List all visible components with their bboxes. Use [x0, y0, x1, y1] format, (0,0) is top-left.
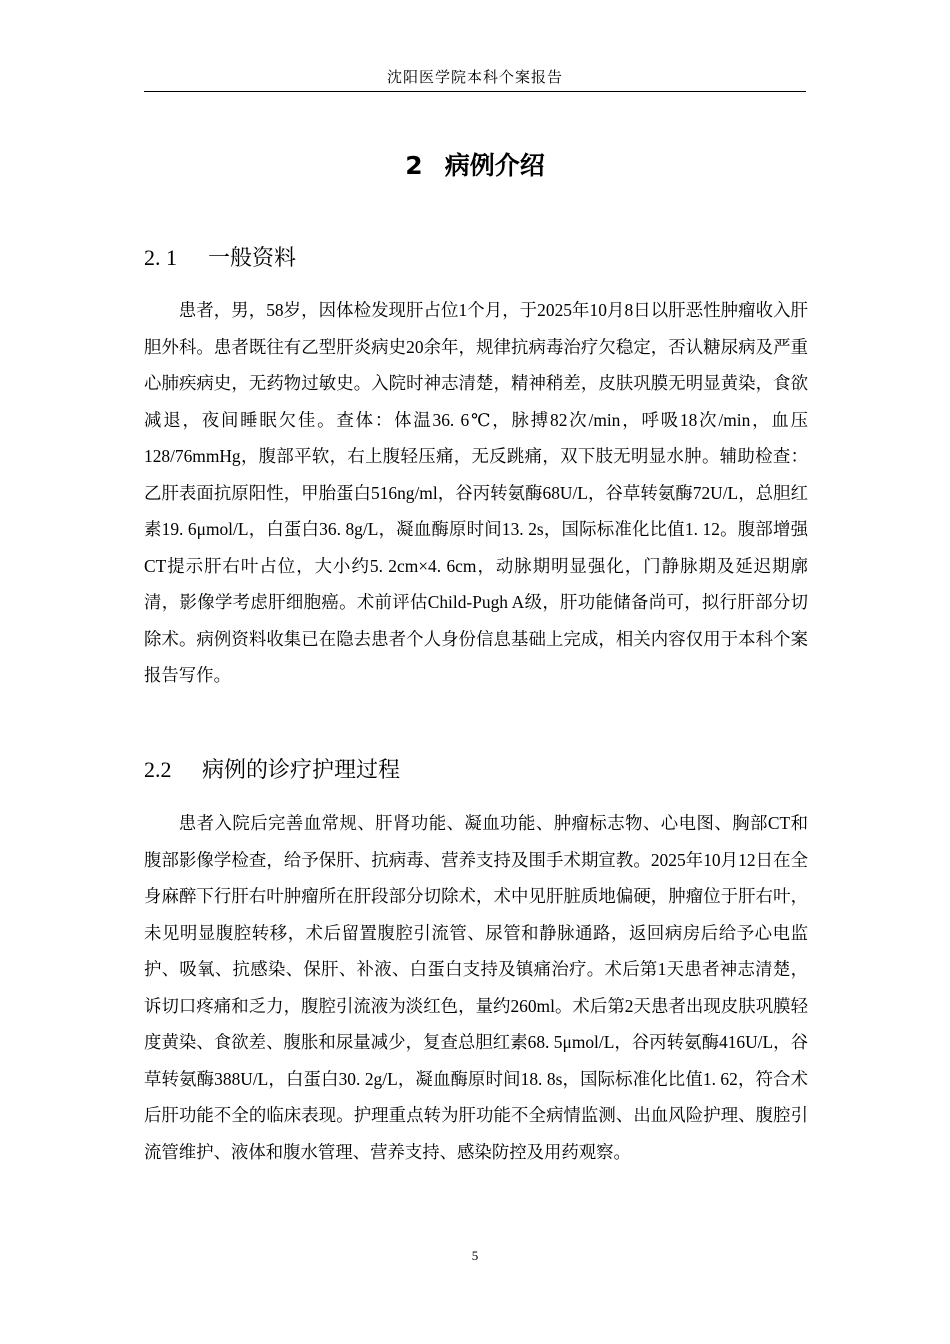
section-title: 病例的诊疗护理过程	[202, 758, 401, 783]
page-number: 5	[471, 1248, 479, 1263]
chapter-title: 病例介绍	[444, 151, 545, 180]
paragraph-general-info: 患者，男，58岁，因体检发现肝占位1个月，于2025年10月8日以肝恶性肿瘤收入肝胆外科。患者既往有乙型肝炎病史20余年，规律抗病毒治疗欠稳定，否认糖尿病及严重心肺疾病史，无药物过敏史。入院时神志清楚，精神稍差，皮肤巩膜无明显黄染，食欲减退，夜间睡眠欠佳。查体：体温36. 6℃，脉搏82次/min，呼吸18次/min，血压128/76mmHg，腹部平软，右上腹轻压痛，无反跳痛，双下肢无明显水肿。辅助检查：乙肝表面抗原阳性，甲胎蛋白516ng/ml，谷丙转氨酶68U/L，谷草转氨酶72U/L，总胆红素19. 6μmol/L，白蛋白36. 8g/L，凝血酶原时间13. 2s，国际标准化比值1. 12。腹部增强CT提示肝右叶占位，大小约5. 2cm×4. 6cm，动脉期明显强化，门静脉期及延迟期廓清，影像学考虑肝细胞癌。术前评估Child-Pugh A级，肝功能储备尚可，拟行肝部分切除术。病例资料收集已在隐去患者个人身份信息基础上完成，相关内容仅用于本科个案报告写作。	[144, 300, 808, 685]
paragraph-treatment-process: 患者入院后完善血常规、肝肾功能、凝血功能、肿瘤标志物、心电图、胸部CT和腹部影像学检查，给予保肝、抗病毒、营养支持及围手术期宣教。2025年10月12日在全身麻醉下行肝右叶肿瘤所在肝段部分切除术，术中见肝脏质地偏硬，肿瘤位于肝右叶，未见明显腹腔转移，术后留置腹腔引流管、尿管和静脉通路，返回病房后给予心电监护、吸氧、抗感染、保肝、补液、白蛋白支持及镇痛治疗。术后第1天患者神志清楚，诉切口疼痛和乏力，腹腔引流液为淡红色，量约260ml。术后第2天患者出现皮肤巩膜轻度黄染、食欲差、腹胀和尿量减少，复查总胆红素68. 5μmol/L，谷丙转氨酶416U/L，谷草转氨酶388U/L，白蛋白30. 2g/L，凝血酶原时间18. 8s，国际标准化比值1. 62，符合术后肝功能不全的临床表现。护理重点转为肝功能不全病情监测、出血风险护理、腹腔引流管维护、液体和腹水管理、营养支持、感染防控及用药观察。	[144, 813, 808, 1162]
section-number: 2. 1	[144, 245, 177, 270]
section-number: 2.2	[144, 757, 172, 782]
section-heading-general-info	[144, 242, 806, 275]
section-heading-treatment-process	[144, 754, 806, 787]
chapter-number: 2	[405, 151, 423, 180]
section-title: 一般资料	[208, 246, 297, 271]
header-divider	[144, 91, 806, 92]
chapter-heading	[144, 146, 806, 186]
running-header: 沈阳医学院本科个案报告	[386, 70, 563, 86]
